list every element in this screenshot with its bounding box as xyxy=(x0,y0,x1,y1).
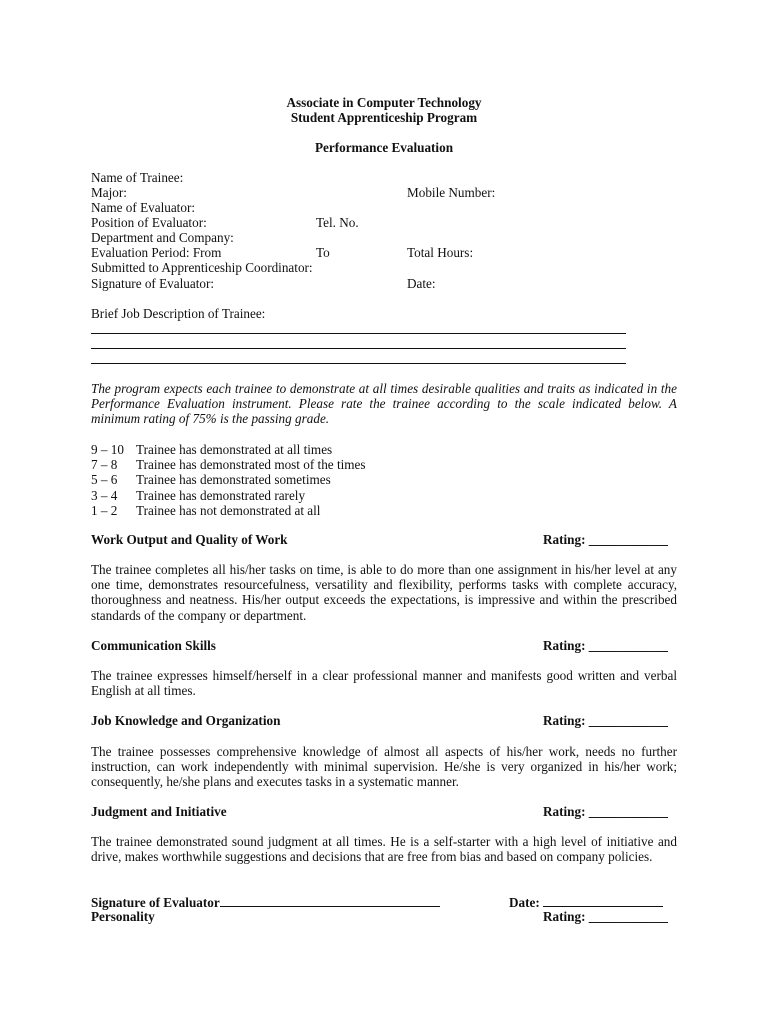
job-description-label: Brief Job Description of Trainee: xyxy=(91,306,266,321)
rating-field: Rating: ____________ xyxy=(543,532,668,547)
date-line xyxy=(543,894,663,907)
scale-row xyxy=(91,503,366,518)
section-heading-job-knowledge: Job Knowledge and Organization xyxy=(91,713,281,728)
section-body-judgment: The trainee demonstrated sound judgment at all times. He is a self-starter with a high level of initiative and drive, makes worthwhile suggestions and decisions that are free from bias and based on company policies. xyxy=(91,834,677,865)
scale-row xyxy=(91,488,366,503)
rating-field: Rating: ____________ xyxy=(543,909,668,924)
job-description-line xyxy=(91,348,626,349)
footer-signature-label: Signature of Evaluator xyxy=(91,895,220,910)
scale-row xyxy=(91,457,366,472)
section-heading-personality: Personality xyxy=(91,909,155,924)
form-title: Performance Evaluation xyxy=(314,140,454,155)
instructions-paragraph: The program expects each trainee to demonstrate at all times desirable qualities and traits as indicated in the Performance Evaluation instrument. Please rate the trainee according to the scale indicated below. A minimum rating of 75% is the passing grade. xyxy=(91,381,677,427)
program-title: Associate in Computer Technology xyxy=(286,95,482,110)
total-hours-label: Total Hours: xyxy=(407,245,474,260)
job-description-line xyxy=(91,363,626,364)
scale-description: Trainee has demonstrated at all times xyxy=(136,442,333,457)
scale-description: Trainee has not demonstrated at all xyxy=(136,502,321,518)
submitted-to-label: Submitted to Apprenticeship Coordinator: xyxy=(91,260,313,275)
footer-signature xyxy=(91,894,440,910)
section-body-job-knowledge: The trainee possesses comprehensive knowledge of almost all aspects of his/her work, needs no further instruction, can work independently with minimal supervision. He/she is very organized in his/her work; consequently, he/she plans and executes tasks in a systematic manner. xyxy=(91,744,677,790)
section-heading-work-output: Work Output and Quality of Work xyxy=(91,532,288,547)
scale-row xyxy=(91,472,366,487)
evaluation-period-to-label: To xyxy=(316,245,330,260)
scale-range: 1 – 2 xyxy=(91,502,118,518)
rating-field: Rating: ____________ xyxy=(543,804,668,819)
scale-row xyxy=(91,442,366,457)
scale-description: Trainee has demonstrated rarely xyxy=(136,487,306,503)
name-of-evaluator-label: Name of Evaluator: xyxy=(91,200,195,215)
department-company-label: Department and Company: xyxy=(91,230,234,245)
rating-scale xyxy=(91,442,366,518)
tel-no-label: Tel. No. xyxy=(316,215,359,230)
scale-range: 5 – 6 xyxy=(91,472,118,488)
position-of-evaluator-label: Position of Evaluator: xyxy=(91,215,207,230)
footer-date xyxy=(509,894,663,910)
scale-range: 7 – 8 xyxy=(91,457,118,473)
section-body-work-output: The trainee completes all his/her tasks on time, is able to do more than one assignment in his/her level at any one time, demonstrates resourcefulness, versatility and flexibility, performs tasks with complete accuracy, thoroughness and neatness. His/her output exceeds the expectations, is impressive and within the prescribed standards of the company or department. xyxy=(91,562,677,623)
section-body-communication: The trainee expresses himself/herself in a clear professional manner and manifests good written and verbal English at all times. xyxy=(91,668,677,699)
scale-description: Trainee has demonstrated sometimes xyxy=(136,472,331,488)
footer-date-label: Date: xyxy=(509,895,540,910)
section-heading-judgment: Judgment and Initiative xyxy=(91,804,227,819)
major-label: Major: xyxy=(91,185,127,200)
signature-of-evaluator-label: Signature of Evaluator: xyxy=(91,276,215,291)
evaluation-period-from-label: Evaluation Period: From xyxy=(91,245,222,260)
scale-range: 3 – 4 xyxy=(91,487,118,503)
date-label: Date: xyxy=(407,276,436,291)
scale-range: 9 – 10 xyxy=(91,442,124,457)
rating-field: Rating: ____________ xyxy=(543,713,668,728)
rating-field: Rating: ____________ xyxy=(543,638,668,653)
section-heading-communication: Communication Skills xyxy=(91,638,216,653)
job-description-line xyxy=(91,333,626,334)
mobile-number-label: Mobile Number: xyxy=(407,185,496,200)
name-of-trainee-label: Name of Trainee: xyxy=(91,170,184,185)
signature-line xyxy=(220,894,440,907)
scale-description: Trainee has demonstrated most of the times xyxy=(136,457,366,473)
program-subtitle: Student Apprenticeship Program xyxy=(290,110,478,125)
